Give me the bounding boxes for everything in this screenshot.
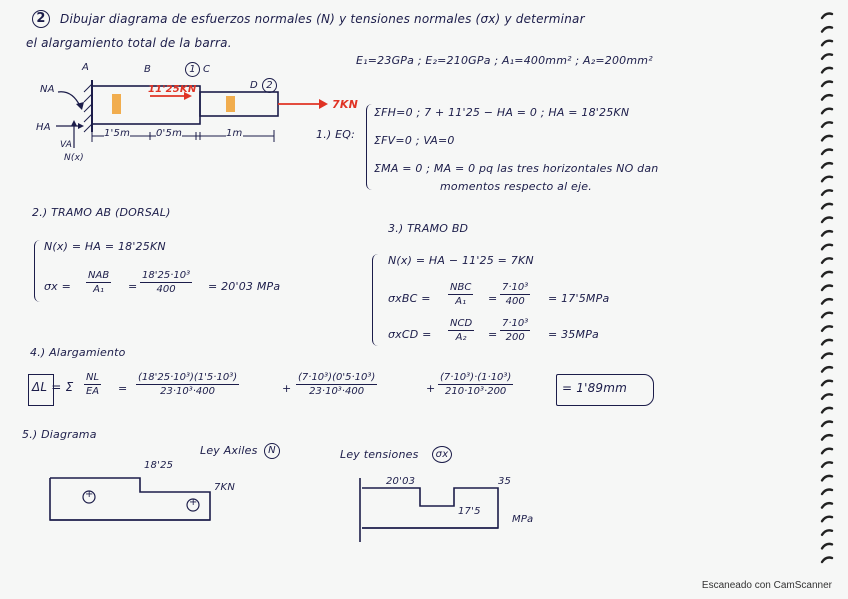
section3-s1-frac1: NBC A₁	[450, 282, 472, 307]
spiral-ring	[822, 530, 832, 535]
spiral-ring	[822, 367, 832, 372]
section3-s1-prefix: σxBC =	[388, 292, 431, 305]
label-nx: N(x)	[64, 153, 84, 163]
section3-s2-eq: =	[488, 328, 498, 341]
n-val-top: 18'25	[144, 460, 174, 471]
n-val-right: 7KN	[214, 482, 236, 493]
spiral-ring	[822, 503, 832, 508]
spiral-ring	[822, 204, 832, 209]
spiral-ring	[822, 476, 832, 481]
eq-line3: ΣMA = 0 ; MA = 0 pq las tres horizontales NO dan	[374, 162, 659, 175]
circle-1: 1	[185, 62, 200, 77]
spiral-ring	[822, 408, 832, 413]
dim-1: 1'5m	[104, 128, 131, 139]
spiral-ring	[822, 122, 832, 127]
problem-statement-line2: el alargamiento total de la barra.	[26, 36, 232, 50]
section4-result: = 1'89mm	[562, 381, 628, 395]
section4-lhs-frac: $\frac{NL}{EA}$	[85, 372, 100, 397]
spiral-ring	[822, 109, 832, 114]
spiral-ring	[822, 558, 832, 563]
spiral-ring	[822, 544, 832, 549]
spiral-ring	[822, 490, 832, 495]
section2-n-line: N(x) = HA = 18'25KN	[44, 240, 166, 253]
spiral-ring	[822, 354, 832, 359]
dim-3: 1m	[226, 128, 243, 139]
section3-s2-frac2: $\frac{\text{7·10³}}{200}$	[502, 318, 529, 343]
spiral-ring	[822, 95, 832, 100]
section3-n-line: N(x) = HA − 11'25 = 7KN	[388, 254, 534, 267]
n-sign-2: +	[189, 497, 198, 508]
spiral-ring	[822, 340, 832, 345]
circle-2: 2	[262, 78, 277, 93]
s-unit: MPa	[512, 514, 534, 525]
spiral-ring	[822, 517, 832, 522]
dim-2: 0'5m	[156, 128, 183, 139]
spiral-ring	[822, 150, 832, 155]
section4-heading: 4.) Alargamiento	[30, 346, 126, 359]
section4-term2: $\frac{\text{(7·10³)(0'5·10³)}}{\text{23·10³·400}}$	[298, 372, 376, 397]
n-diagram-circle: N	[264, 443, 280, 459]
spiral-ring	[822, 286, 832, 291]
problem-data: E₁=23GPa ; E₂=210GPa ; A₁=400mm² ; A₂=200mm²	[356, 54, 653, 67]
n-diagram	[50, 478, 210, 520]
label-c: C	[203, 64, 211, 75]
spiral-ring	[822, 68, 832, 73]
spiral-ring	[822, 394, 832, 399]
spiral-ring	[822, 14, 832, 19]
load-end-label: 7KN	[332, 98, 358, 111]
spiral-ring	[822, 313, 832, 318]
spiral-ring	[822, 82, 832, 87]
spiral-ring	[822, 462, 832, 467]
load-mid-label: 11'25KN	[148, 84, 197, 95]
spiral-ring	[822, 272, 832, 277]
section2-result: = 20'03 MPa	[208, 280, 281, 293]
eq-line1: ΣFH=0 ; 7 + 11'25 − HA = 0 ; HA = 18'25KN	[374, 106, 630, 119]
notebook-spiral	[818, 8, 840, 568]
section3-s1-result: = 17'5MPa	[548, 292, 610, 305]
n-diagram-title: Ley Axiles	[200, 444, 258, 457]
section3-s1-frac2: $\frac{\text{7·10³}}{400}$	[502, 282, 529, 307]
section4-lhs: ΔL = Σ	[32, 380, 74, 394]
label-a: A	[82, 62, 90, 73]
spiral-ring	[822, 163, 832, 168]
spiral-ring	[822, 190, 832, 195]
spiral-ring	[822, 326, 832, 331]
section3-s2-prefix: σxCD =	[388, 328, 432, 341]
label-d: D	[250, 80, 258, 91]
s-val-left: 20'03	[386, 476, 416, 487]
section2-frac2: $\frac{\text{18'25·10³}}{400}$	[142, 270, 191, 295]
spiral-ring	[822, 54, 832, 59]
section4-term3: $\frac{\text{(7·10³)·(1·10³)}}{\text{210·10³·200}}$	[440, 372, 512, 397]
spiral-ring	[822, 435, 832, 440]
spiral-ring	[822, 299, 832, 304]
section2-frac1: NAB A₁	[88, 270, 110, 295]
section4-term1: $\frac{\text{(18'25·10³)(1'5·10³)}}{\text{23·10³·400}}$	[138, 372, 238, 397]
problem-number: 2	[32, 10, 50, 28]
section2-eq: =	[128, 280, 138, 293]
spiral-ring	[822, 27, 832, 32]
s-val-right: 35	[498, 476, 512, 487]
s-val-mid: 17'5	[458, 506, 481, 517]
spiral-ring	[822, 422, 832, 427]
s-diagram-circle: σx	[432, 446, 452, 463]
spiral-ring	[822, 258, 832, 263]
s-diagram-title: Ley tensiones	[340, 448, 419, 461]
section2-heading: 2.) TRAMO AB (DORSAL)	[32, 206, 171, 219]
spiral-ring	[822, 245, 832, 250]
section3-heading: 3.) TRAMO BD	[388, 222, 469, 235]
section4-plus1: +	[282, 382, 292, 395]
spiral-ring	[822, 231, 832, 236]
eq-line2: ΣFV=0 ; VA=0	[374, 134, 455, 147]
section3-s1-eq: =	[488, 292, 498, 305]
reaction-ha: HA	[36, 122, 51, 133]
spiral-ring	[822, 218, 832, 223]
section5-heading: 5.) Diagrama	[22, 428, 97, 441]
footer-watermark: Escaneado con CamScanner	[701, 580, 832, 591]
reaction-va: VA	[60, 140, 73, 150]
section2-sigma-prefix: σx =	[44, 280, 71, 293]
section4-plus2: +	[426, 382, 436, 395]
problem-statement-line1: Dibujar diagrama de esfuerzos normales (N) y tensiones normales (σx) y determinar	[60, 12, 585, 26]
n-sign-1: +	[85, 489, 94, 500]
spiral-ring	[822, 41, 832, 46]
label-b: B	[144, 64, 152, 75]
spiral-ring	[822, 381, 832, 386]
eq-line4: momentos respecto al eje.	[440, 180, 592, 193]
section4-eq: =	[118, 382, 128, 395]
spiral-ring	[822, 449, 832, 454]
section3-s2-frac1: NCD A₂	[450, 318, 473, 343]
reaction-na: NA	[40, 84, 55, 95]
eq-heading: 1.) EQ:	[316, 128, 355, 141]
section3-s2-result: = 35MPa	[548, 328, 599, 341]
spiral-ring	[822, 136, 832, 141]
spiral-ring	[822, 177, 832, 182]
